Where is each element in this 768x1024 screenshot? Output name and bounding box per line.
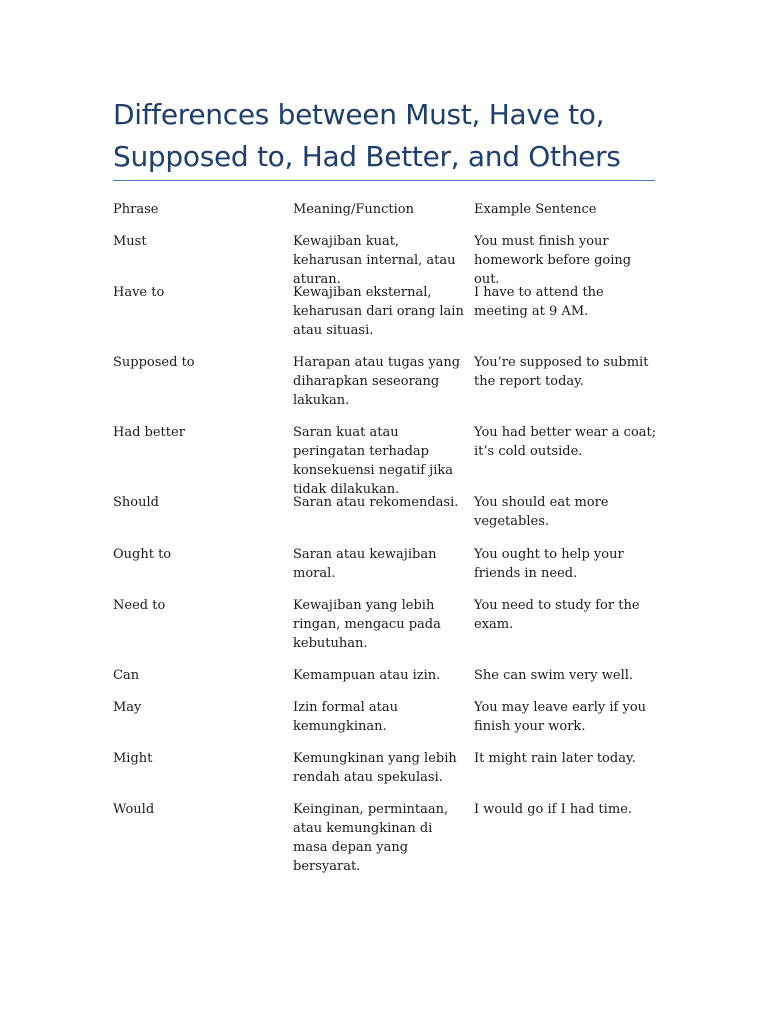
row-phrase: Might xyxy=(113,751,153,766)
row-example: It might rain later today. xyxy=(474,751,636,766)
header-phrase: Phrase xyxy=(113,202,159,217)
table-row xyxy=(113,749,658,800)
header-meaning: Meaning/Function xyxy=(293,202,414,217)
row-phrase: Have to xyxy=(113,285,165,300)
row-phrase: May xyxy=(113,700,142,715)
row-meaning: Harapan atau tugas yang diharapkan seseorang lakukan. xyxy=(293,355,461,408)
row-meaning: Izin formal atau kemungkinan. xyxy=(293,700,398,734)
table-row xyxy=(113,353,658,423)
row-example: You must finish your homework before going out. xyxy=(474,234,632,287)
row-example: I have to attend the meeting at 9 AM. xyxy=(474,285,604,319)
document-title: Differences between Must, Have to, Supposed to, Had Better, and Others xyxy=(113,98,621,173)
row-meaning: Kemungkinan yang lebih rendah atau spekulasi. xyxy=(293,751,457,785)
row-example: You had better wear a coat; it’s cold outside. xyxy=(474,425,657,459)
row-example: You need to study for the exam. xyxy=(474,598,640,632)
row-phrase: Should xyxy=(113,495,159,510)
row-phrase: Would xyxy=(113,802,155,817)
row-example: I would go if I had time. xyxy=(474,802,632,817)
table-row xyxy=(113,545,658,596)
row-example: You should eat more vegetables. xyxy=(474,495,609,529)
row-meaning: Keinginan, permintaan, atau kemungkinan di masa depan yang bersyarat. xyxy=(293,802,449,874)
row-phrase: Supposed to xyxy=(113,355,195,370)
table-row xyxy=(113,423,658,497)
row-phrase: Ought to xyxy=(113,547,172,562)
row-example: She can swim very well. xyxy=(474,668,634,683)
table-row xyxy=(113,666,658,698)
table-row xyxy=(113,698,658,749)
table-row xyxy=(113,232,658,287)
row-phrase: Must xyxy=(113,234,147,249)
table-header-row xyxy=(113,200,658,232)
row-phrase: Need to xyxy=(113,598,166,613)
table-row xyxy=(113,596,658,666)
row-phrase: Can xyxy=(113,668,140,683)
title-underline xyxy=(113,180,655,181)
row-meaning: Kewajiban kuat, keharusan internal, atau aturan. xyxy=(293,234,456,287)
row-meaning: Kewajiban yang lebih ringan, mengacu pada kebutuhan. xyxy=(293,598,441,651)
table-row xyxy=(113,283,658,353)
row-meaning: Saran atau kewajiban moral. xyxy=(293,547,437,581)
row-example: You’re supposed to submit the report today. xyxy=(474,355,649,389)
row-meaning: Saran atau rekomendasi. xyxy=(293,495,459,510)
table-row xyxy=(113,493,658,545)
row-meaning: Saran kuat atau peringatan terhadap konsekuensi negatif jika tidak dilakukan. xyxy=(293,425,453,497)
row-phrase: Had better xyxy=(113,425,185,440)
table-row xyxy=(113,800,658,874)
modal-verbs-table xyxy=(113,200,658,874)
header-example: Example Sentence xyxy=(474,202,597,217)
row-example: You may leave early if you finish your work. xyxy=(474,700,647,734)
row-meaning: Kewajiban eksternal, keharusan dari orang lain atau situasi. xyxy=(293,285,464,338)
row-meaning: Kemampuan atau izin. xyxy=(293,668,441,683)
row-example: You ought to help your friends in need. xyxy=(474,547,624,581)
